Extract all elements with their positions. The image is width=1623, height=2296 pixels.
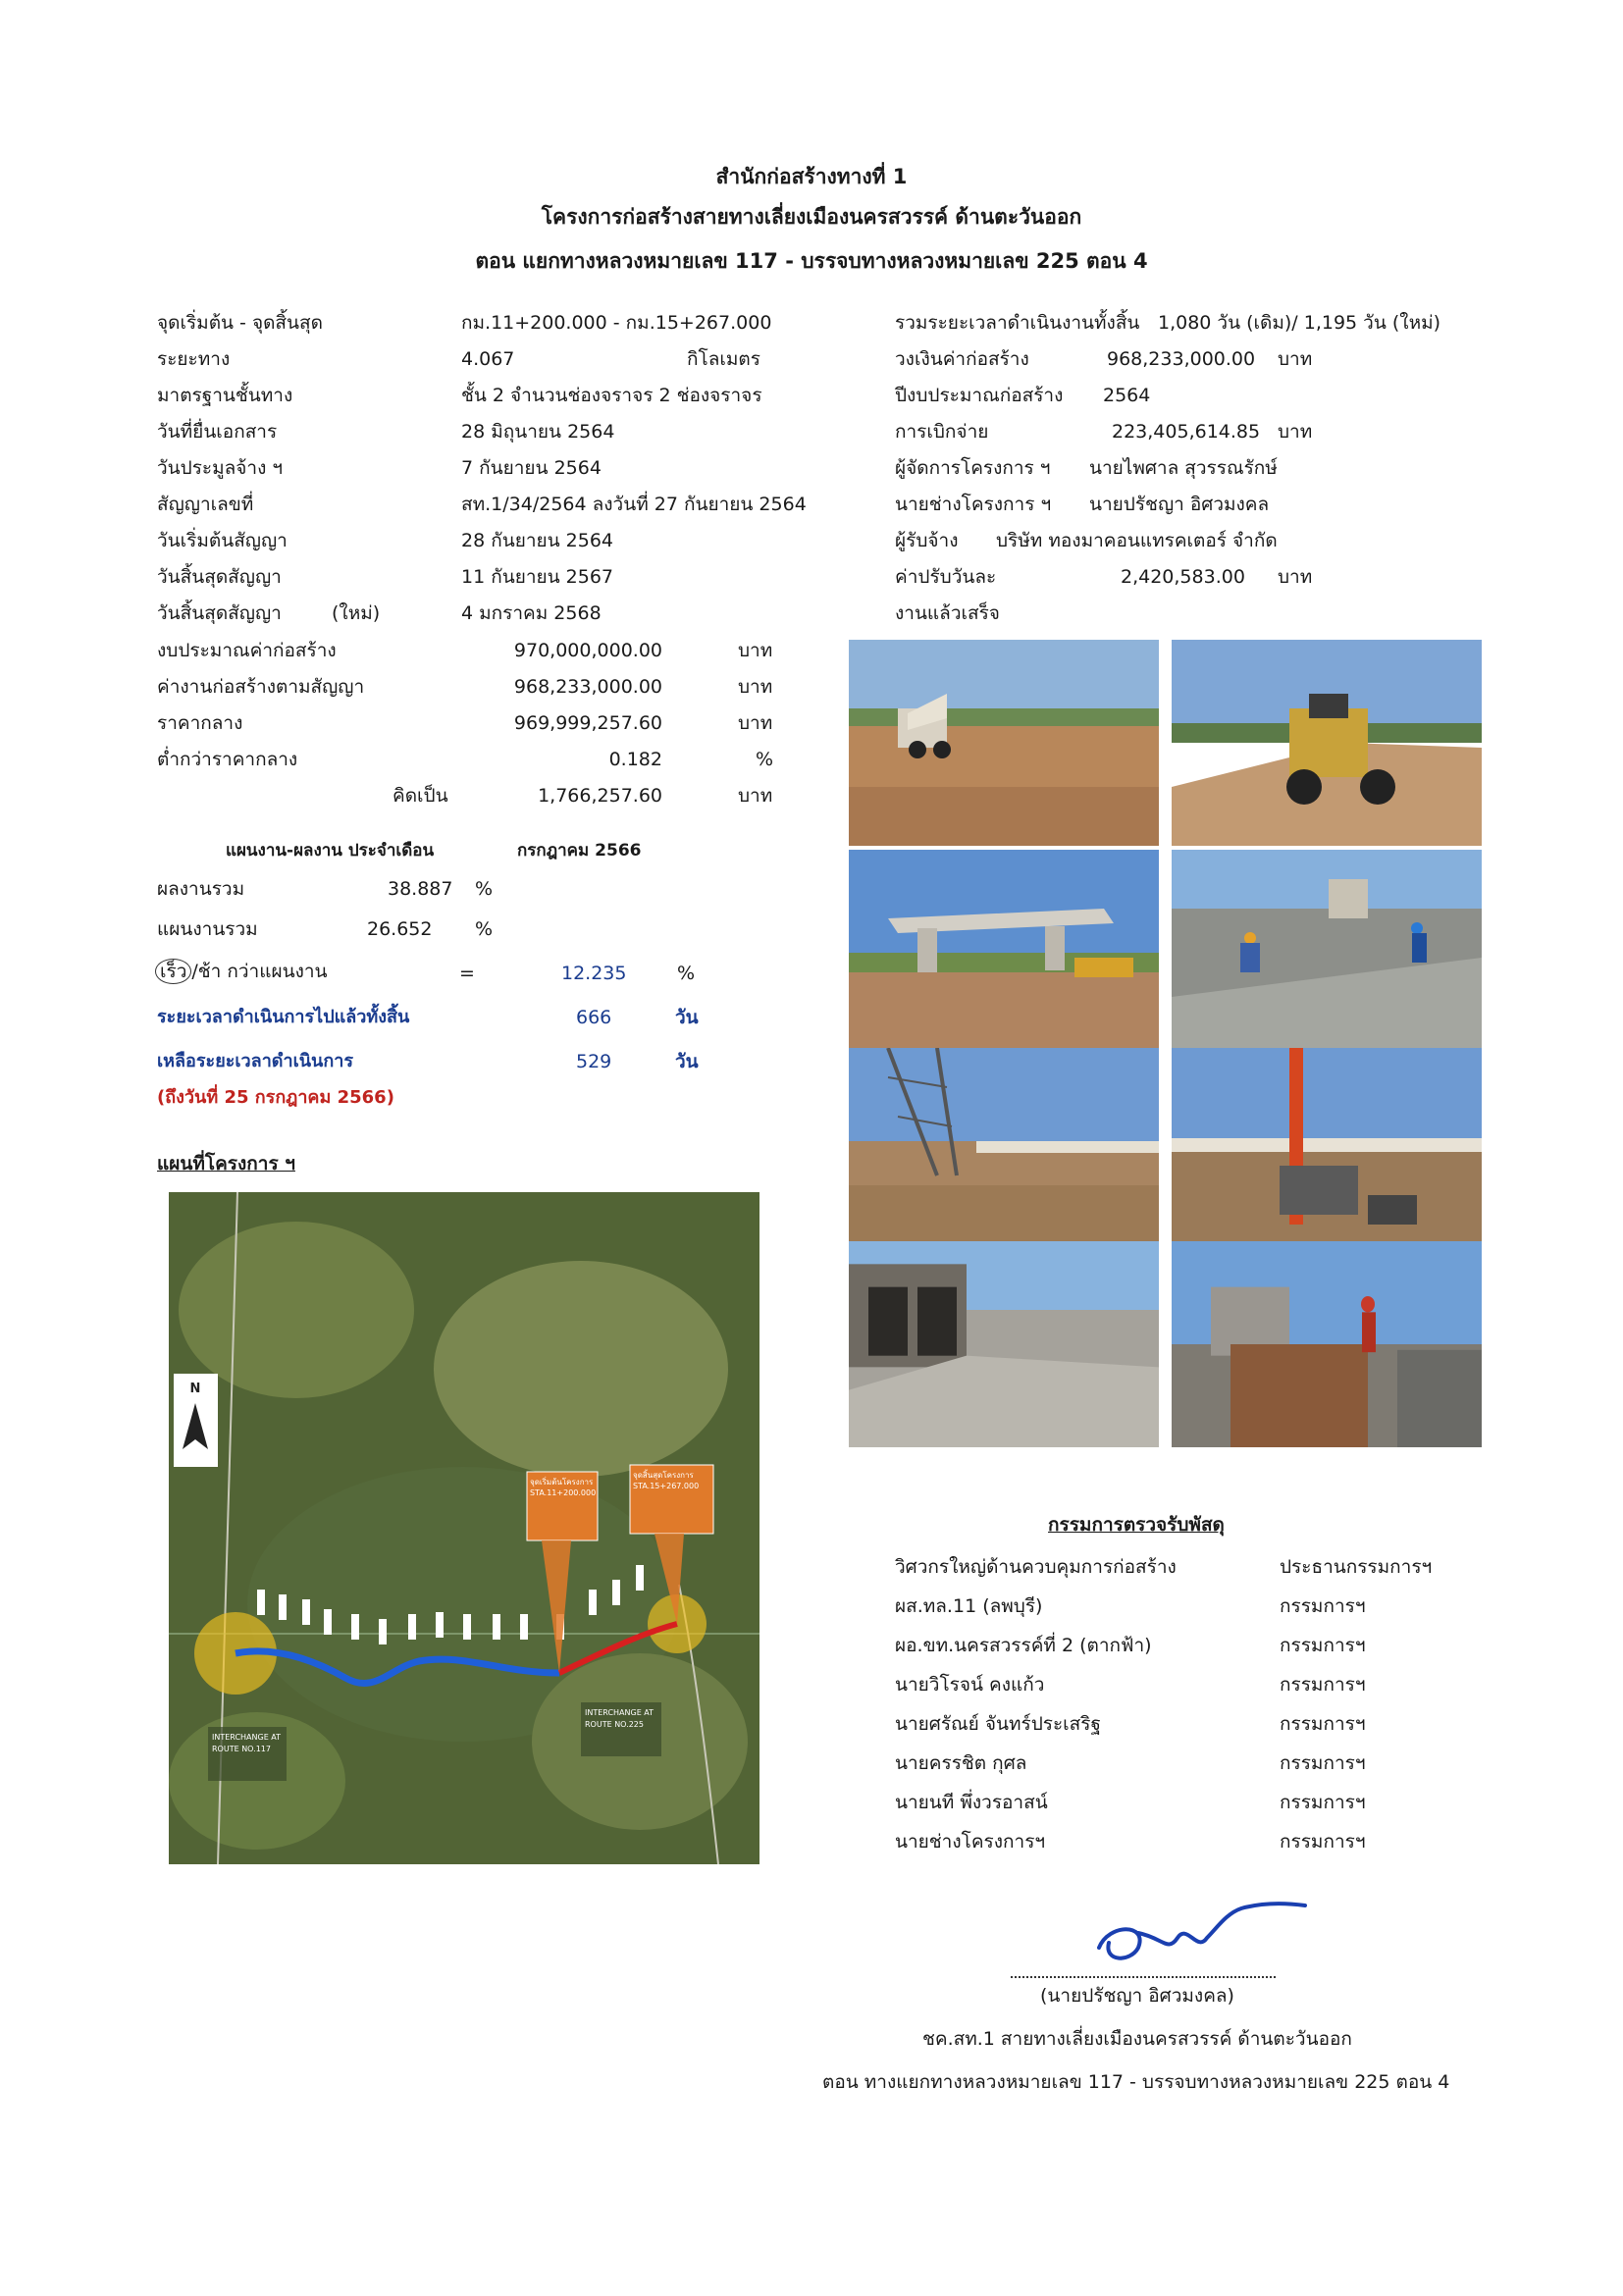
- committee-role: กรรมการฯ: [1280, 1752, 1366, 1774]
- info-value: 7 กันยายน 2564: [461, 457, 602, 479]
- right-label: วงเงินค่าก่อสร้าง: [895, 348, 1029, 370]
- map-title: แผนที่โครงการ ฯ: [157, 1153, 295, 1174]
- info-label: วันเริ่มต้นสัญญา: [157, 530, 288, 551]
- header-line2: โครงการก่อสร้างสายทางเลี่ยงเมืองนครสวรรค์ ด้านตะวันออก: [541, 205, 1082, 229]
- committee-member: ผส.ทล.11 (ลพบุรี): [895, 1595, 1043, 1617]
- right-label: นายช่างโครงการ ฯ: [895, 494, 1052, 515]
- plan-unit: %: [475, 918, 494, 940]
- photo-dump-truck: [849, 640, 1159, 846]
- budget-value: 968,233,000.00: [513, 676, 662, 698]
- info-value: ชั้น 2 จำนวนช่องจราจร 2 ช่องจราจร: [461, 385, 762, 406]
- committee-title: กรรมการตรวจรับพัสดุ: [1048, 1514, 1225, 1536]
- elapsed-value: 666: [576, 1007, 612, 1028]
- header-line3: ตอน แยกทางหลวงหมายเลข 117 - บรรจบทางหลวงหมายเลข 225 ตอน 4: [475, 249, 1148, 273]
- committee-role: กรรมการฯ: [1280, 1831, 1366, 1852]
- info-label: มาตรฐานชั้นทาง: [157, 385, 293, 406]
- right-unit: บาท: [1278, 348, 1313, 370]
- diff-unit: %: [677, 963, 696, 984]
- remain-label: เหลือระยะเวลาดำเนินการ: [157, 1051, 354, 1071]
- right-label: การเบิกจ่าย: [895, 421, 989, 443]
- committee-member: นายวิโรจน์ คงแก้ว: [895, 1674, 1045, 1696]
- plan-label: แผนงานรวม: [157, 918, 258, 940]
- info-label-extra: (ใหม่): [332, 602, 381, 624]
- budget-label: งบประมาณค่าก่อสร้าง: [157, 640, 337, 661]
- elapsed-unit: วัน: [675, 1007, 699, 1028]
- handwritten-signature: [1070, 1894, 1325, 1972]
- committee-member: นายช่างโครงการฯ: [895, 1831, 1046, 1852]
- committee-member: วิศวกรใหญ่ด้านควบคุมการก่อสร้าง: [895, 1556, 1177, 1578]
- actual-label: ผลงานรวม: [157, 878, 245, 900]
- right-value: 223,405,614.85: [1112, 421, 1261, 443]
- budget-unit: บาท: [738, 785, 773, 807]
- info-label: วันสิ้นสุดสัญญา: [157, 566, 282, 588]
- right-label: ค่าปรับวันละ: [895, 566, 997, 588]
- committee-member: นายศรัณย์ จันทร์ประเสริฐ: [895, 1713, 1101, 1735]
- actual-unit: %: [475, 878, 494, 900]
- photo-pile-rig-1: [849, 1048, 1159, 1254]
- signature-line: [1011, 1976, 1276, 1978]
- budget-label: คิดเป็น: [393, 785, 448, 807]
- budget-value: 0.182: [608, 749, 662, 770]
- asof-date: (ถึงวันที่ 25 กรกฎาคม 2566): [157, 1087, 394, 1108]
- budget-value: 1,766,257.60: [538, 785, 662, 807]
- right-label: รวมระยะเวลาดำเนินงานทั้งสิ้น: [895, 312, 1140, 334]
- right-value: 968,233,000.00: [1107, 348, 1256, 370]
- right-value: 1,080 วัน (เดิม)/ 1,195 วัน (ใหม่): [1158, 312, 1441, 334]
- right-value: 2,420,583.00: [1121, 566, 1245, 588]
- right-label: ผู้จัดการโครงการ ฯ: [895, 457, 1051, 479]
- signer-name: (นายปรัชญา อิศวมงคล): [1040, 1985, 1234, 2007]
- remain-unit: วัน: [675, 1051, 699, 1072]
- signer-section: ตอน ทางแยกทางหลวงหมายเลข 117 - บรรจบทางหลวงหมายเลข 225 ตอน 4: [822, 2071, 1450, 2093]
- progress-month: กรกฎาคม 2566: [517, 841, 642, 861]
- committee-member: นายครรชิต กุศล: [895, 1752, 1027, 1774]
- photo-overpass: [849, 850, 1159, 1056]
- interchange-117-label: INTERCHANGE AT ROUTE NO.117: [212, 1733, 282, 1753]
- committee-member: นายนที พึ่งวรอาสน์: [895, 1792, 1048, 1813]
- diff-value: 12.235: [561, 963, 627, 984]
- interchange-225-label: INTERCHANGE AT ROUTE NO.225: [585, 1708, 654, 1729]
- actual-value: 38.887: [388, 878, 453, 900]
- committee-role: กรรมการฯ: [1280, 1674, 1366, 1696]
- info-value: 28 มิถุนายน 2564: [461, 421, 615, 443]
- committee-role: ประธานกรรมการฯ: [1280, 1556, 1433, 1578]
- photo-pile-rig-2: [1172, 1048, 1482, 1254]
- committee-role: กรรมการฯ: [1280, 1713, 1366, 1735]
- right-value: นายไพศาล สุวรรณรักษ์: [1089, 457, 1278, 479]
- info-value: 4.067: [461, 348, 515, 370]
- elapsed-label: ระยะเวลาดำเนินการไปแล้วทั้งสิ้น: [157, 1007, 410, 1027]
- info-label: สัญญาเลขที่: [157, 494, 254, 515]
- info-label: วันประมูลจ้าง ฯ: [157, 457, 284, 479]
- diff-label: [155, 959, 328, 984]
- committee-role: กรรมการฯ: [1280, 1595, 1366, 1617]
- info-value: 28 กันยายน 2564: [461, 530, 614, 551]
- diff-label-rest: /ช้า กว่าแผนงาน: [191, 961, 328, 982]
- right-value: นายปรัชญา อิศวมงคล: [1089, 494, 1270, 515]
- info-value: 11 กันยายน 2567: [461, 566, 614, 588]
- photo-grader: [1172, 640, 1482, 846]
- info-label: วันที่ยื่นเอกสาร: [157, 421, 278, 443]
- photo-box-culvert: [849, 1241, 1159, 1447]
- plan-value: 26.652: [367, 918, 433, 940]
- committee-member: ผอ.ขท.นครสวรรค์ที่ 2 (ตากฟ้า): [895, 1635, 1152, 1656]
- committee-role: กรรมการฯ: [1280, 1792, 1366, 1813]
- info-unit: กิโลเมตร: [687, 348, 760, 370]
- photo-formwork: [1172, 1241, 1482, 1447]
- photo-concrete-pour: [1172, 850, 1482, 1056]
- remain-value: 529: [576, 1051, 612, 1072]
- start-callout-text: จุดเริ่มต้นโครงการ STA.11+200.000: [530, 1478, 597, 1497]
- right-label: ผู้รับจ้าง: [895, 530, 959, 551]
- end-callout-text: จุดสิ้นสุดโครงการ STA.15+267.000: [633, 1471, 700, 1490]
- budget-unit: บาท: [738, 676, 773, 698]
- right-value: 2564: [1103, 385, 1151, 406]
- budget-label: ต่ำกว่าราคากลาง: [157, 749, 298, 770]
- diff-label-fast: เร็ว: [155, 959, 191, 984]
- budget-unit: บาท: [738, 640, 773, 661]
- right-label: ปีงบประมาณก่อสร้าง: [895, 385, 1064, 406]
- budget-value: 969,999,257.60: [513, 712, 662, 734]
- info-value: 4 มกราคม 2568: [461, 602, 602, 624]
- north-label: N: [189, 1382, 201, 1396]
- right-unit: บาท: [1278, 421, 1313, 443]
- budget-value: 970,000,000.00: [513, 640, 662, 661]
- info-label: วันสิ้นสุดสัญญา: [157, 602, 282, 624]
- committee-role: กรรมการฯ: [1280, 1635, 1366, 1656]
- info-value: สท.1/34/2564 ลงวันที่ 27 กันยายน 2564: [461, 494, 807, 515]
- header-line1: สำนักก่อสร้างทางที่ 1: [715, 165, 908, 188]
- signer-position: ชค.สท.1 สายทางเลี่ยงเมืองนครสวรรค์ ด้านตะวันออก: [922, 2028, 1352, 2050]
- budget-unit: %: [756, 749, 774, 770]
- right-unit: บาท: [1278, 566, 1313, 588]
- right-value: บริษัท ทองมาคอนแทรคเตอร์ จำกัด: [996, 530, 1278, 551]
- budget-unit: บาท: [738, 712, 773, 734]
- budget-label: ราคากลาง: [157, 712, 243, 734]
- progress-title: แผนงาน-ผลงาน ประจำเดือน: [226, 841, 435, 861]
- info-value: กม.11+200.000 - กม.15+267.000: [461, 312, 772, 334]
- info-label: ระยะทาง: [157, 348, 231, 370]
- info-label: จุดเริ่มต้น - จุดสิ้นสุด: [157, 312, 323, 334]
- right-label: งานแล้วเสร็จ: [895, 602, 1000, 624]
- project-map: [169, 1192, 759, 1864]
- diff-equals: =: [459, 963, 475, 984]
- budget-label: ค่างานก่อสร้างตามสัญญา: [157, 676, 365, 698]
